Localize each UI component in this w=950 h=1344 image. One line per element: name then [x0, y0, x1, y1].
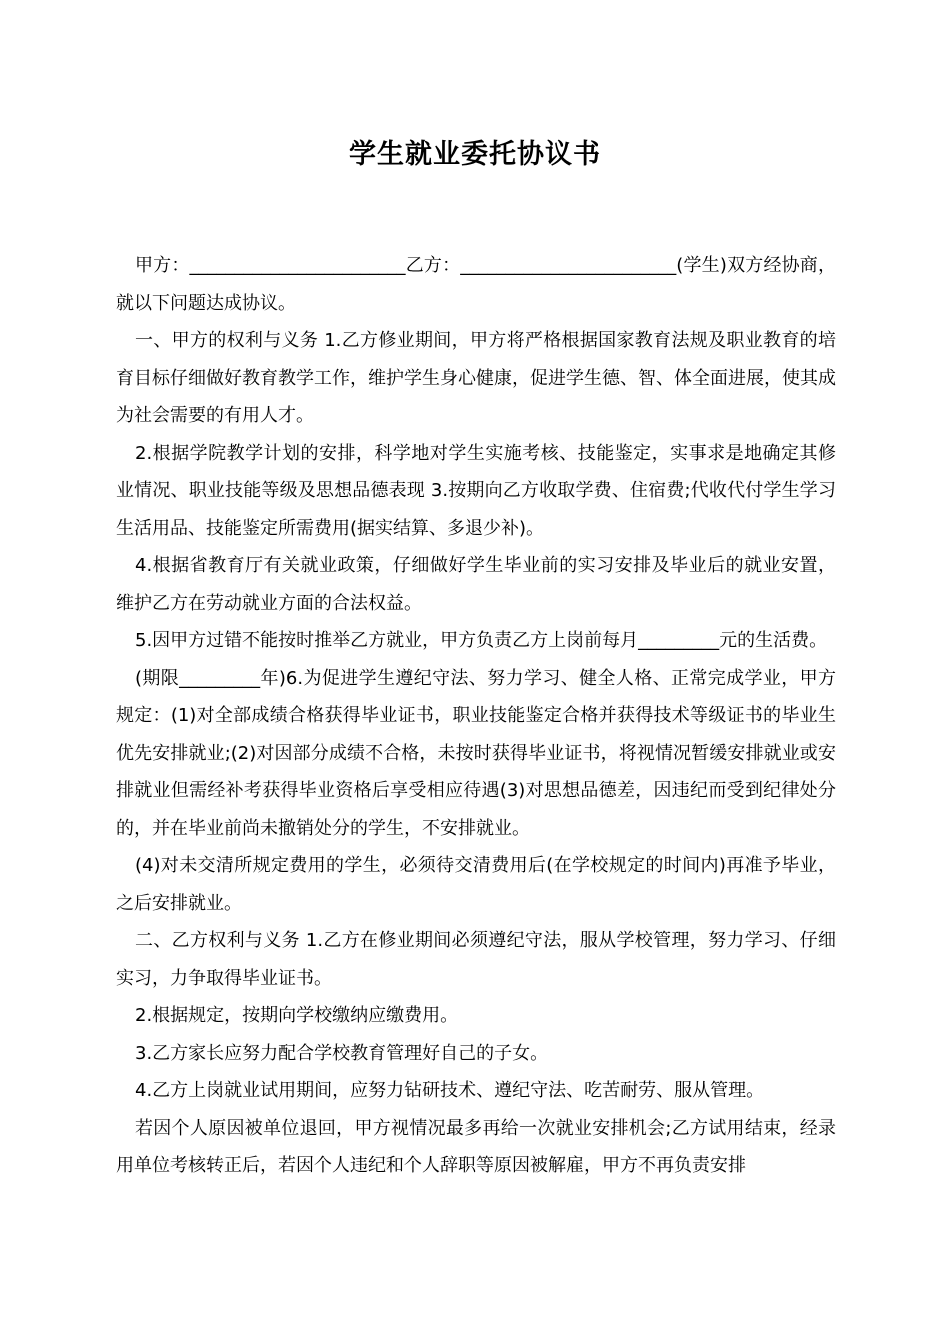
paragraph-party-a-rights-5: 5.因甲方过错不能按时推举乙方就业，甲方负责乙方上岗前每月_________元的生活费。: [135, 630, 828, 651]
paragraph-party-a-rights-1: 一、甲方的权利与义务 1.乙方修业期间，甲方将严格根据国家教育法规及职业教育的培育目标仔细做好教育教学工作，维护学生身心健康，促进学生德、智、体全面进展，使其成为社会需要的有用人才。: [116, 330, 836, 426]
document-title: 学生就业委托协议书: [349, 139, 601, 170]
paragraph-party-b-rights-2: 2.根据规定，按期向学校缴纳应缴费用。: [135, 1005, 459, 1026]
paragraph-dismissal-terms: 若因个人原因被单位退回，甲方视情况最多再给一次就业安排机会;乙方试用结束，经录用单位考核转正后，若因个人违纪和个人辞职等原因被解雇，甲方不再负责安排: [116, 1117, 836, 1176]
paragraph-party-b-rights-3: 3.乙方家长应努力配合学校教育管理好自己的子女。: [135, 1042, 549, 1064]
paragraph-party-b-rights-1: 二、乙方权利与义务 1.乙方在修业期间必须遵纪守法，服从学校管理，努力学习、仔细实习，力争取得毕业证书。: [116, 930, 836, 989]
document-body: [116, 247, 836, 1185]
paragraph-party-a-rights-2: 2.根据学院教学计划的安排，科学地对学生实施考核、技能鉴定，实事求是地确定其修业情况、职业技能等级及思想品德表现 3.按期向乙方收取学费、住宿费;代收代付学生学习生活用品、技能鉴定所需费用(据实结算、多退少补)。: [116, 442, 836, 539]
paragraph-party-b-rights-4: 4.乙方上岗就业试用期间，应努力钻研技术、遵纪守法、吃苦耐劳、服从管理。: [135, 1080, 765, 1101]
paragraph-party-a-rights-4: 4.根据省教育厅有关就业政策，仔细做好学生毕业前的实习安排及毕业后的就业安置，维护乙方在劳动就业方面的合法权益。: [116, 555, 836, 614]
paragraph-party-a-rights-6: (期限_________年)6.为促进学生遵纪守法、努力学习、健全人格、正常完成学业，甲方规定：(1)对全部成绩合格获得毕业证书，职业技能鉴定合格并获得技术等级证书的毕业生优先安排就业;(2)对因部分成绩不合格，未按时获得毕业证书，将视情况暂缓安排就业或安排就业但需经补考获得毕业资格后享受相应待遇(3)对思想品德差，因违纪而受到纪律处分的，并在毕业前尚未撤销处分的学生，不安排就业。: [116, 667, 836, 839]
paragraph-parties: 甲方：________________________乙方：________________________(学生)双方经协商，就以下问题达成协议。: [116, 255, 836, 314]
paragraph-party-a-rights-6-4: (4)对未交清所规定费用的学生，必须待交清费用后(在学校规定的时间内)再准予毕业，之后安排就业。: [116, 855, 836, 914]
